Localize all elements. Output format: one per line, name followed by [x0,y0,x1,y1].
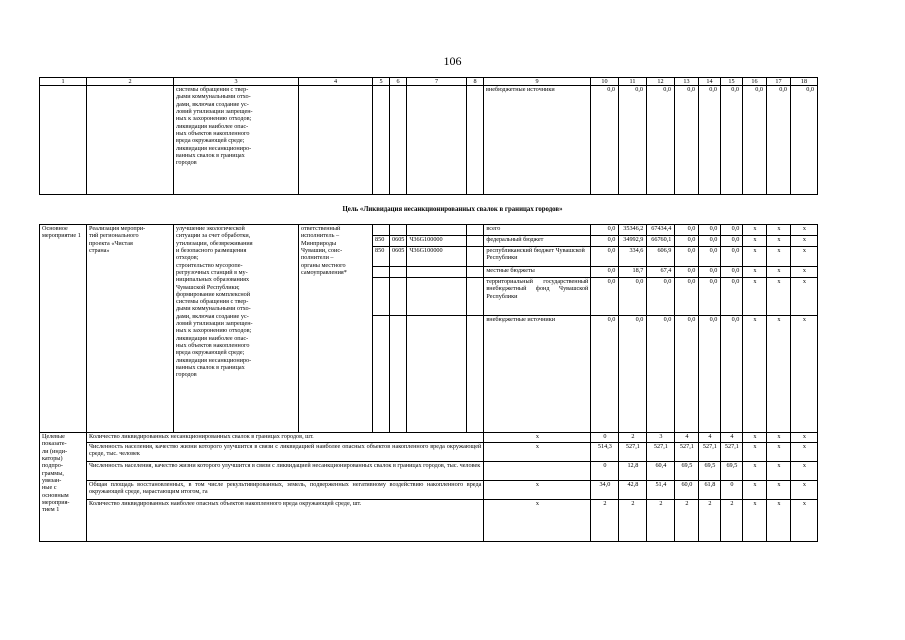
continuation-table [39,77,818,195]
value-cell: 0,0 [675,86,699,195]
page-number: 106 [443,54,462,68]
header-cell: 10 [591,78,619,86]
funding-source: республиканский бюджет Чувашской Республики [484,247,591,267]
header-cell: 13 [675,78,699,86]
table-row: 850 0605 Ч36G100000 федеральный бюджет 0,0 34992,9 66760,1 0,0 0,0 0,0 x x x [40,236,818,247]
header-cell: 14 [699,78,721,86]
value-cell: 0,0 [591,86,619,195]
activity-description: системы обращения с твер- дыми коммунальными отхо- дами, включая создание ус- ловий утилизации запрещен- ных к захоронению отходов; ликвидация наиболее опас- ных объектов накопленного вреда окружающей среде; ликвидация несанкциониро- ванных свалок в границах городов [174,86,299,195]
header-cell: 3 [174,78,299,86]
target-row: Численность населения, качество жизни которого улучшится в связи с ликвидацией наиболее опасных объектов накопленного вреда окружающей среде, тыс. человек x 514,3 527,1 527,1 527,1 527,1 527,1 x x x [40,443,818,462]
header-row [40,78,818,86]
header-cell: 18 [791,78,818,86]
header-cell: 2 [87,78,174,86]
header-cell: 5 [373,78,390,86]
header-cell: 1 [40,78,87,86]
header-cell: 16 [743,78,767,86]
funding-source: всего [484,225,591,236]
targets-label: Целевые показате- ли (инди- каторы) подпро- граммы, увязан- ные с основным мероприя- тием 1 [40,433,87,542]
header-cell: 17 [767,78,791,86]
header-cell: 8 [467,78,484,86]
table-row [40,86,818,195]
main-activity-table [39,224,818,542]
target-row: Целевые показате- ли (инди- каторы) подпро- граммы, увязан- ные с основным мероприя- тием 1 Количество ликвидированных несанкционированных свалок в границах городов, шт. x 0 2 3 4 4 4 x x x [40,433,818,443]
indicator-text: Общая площадь восстановленных, в том числе рекультивированных, земель, подверженных негативному воздействию накопленного вреда окружающей среде, нарастающим итогом, га [87,481,484,500]
activity-name: Реализация меропри- тий регионального проекта «Чистая страна» [87,225,174,433]
funding-source: территориальный государственный внебюджетный фонд Чувашской Республики [484,278,591,316]
indicator-text: Количество ликвидированных наиболее опасных объектов накопленного вреда окружающей среде, шт. [87,500,484,542]
activity-code: Основное мероприятие 1 [40,225,87,433]
indicator-text: Численность населения, качество жизни которого улучшится в связи с ликвидацией наиболее опасных объектов накопленного вреда окружающей среде, тыс. человек [87,443,484,462]
table-row: 850 0605 Ч36G100000 республиканский бюджет Чувашской Республики 0,0 334,6 606,9 0,0 0,0 0,0 x x x [40,247,818,267]
responsible-executor: ответственный исполнитель – Минприроды Чувашии, соис- полнители – органы местного самоуправления* [299,225,373,433]
header-cell: 15 [721,78,743,86]
value-cell: 0,0 [791,86,818,195]
indicator-text: Количество ликвидированных несанкционированных свалок в границах городов, шт. [87,433,484,443]
indicator-text: Численность населения, качество жизни которого улучшится в связи с ликвидацией несанкционированных свалок в границах городов, тыс. человек [87,462,484,481]
value-cell: 0,0 [647,86,675,195]
target-row: Общая площадь восстановленных, в том числе рекультивированных, земель, подверженных негативному воздействию накопленного вреда окружающей среде, нарастающим итогом, га x 34,0 42,8 51,4 60,0 61,8 0 x x x [40,481,818,500]
value-cell: 0,0 [699,86,721,195]
funding-source: внебюджетные источники [484,86,591,195]
value-cell: 0,0 [619,86,647,195]
header-cell: 9 [484,78,591,86]
header-cell: 12 [647,78,675,86]
funding-source: внебюджетные источники [484,316,591,433]
value-cell: 0,0 [743,86,767,195]
value-cell: 0,0 [721,86,743,195]
table-row: внебюджетные источники 0,0 0,0 0,0 0,0 0,0 0,0 x x x [40,316,818,433]
funding-source: федеральный бюджет [484,236,591,247]
header-cell: 4 [299,78,373,86]
target-row: Численность населения, качество жизни которого улучшится в связи с ликвидацией несанкционированных свалок в границах городов, тыс. человек 0 12,8 60,4 69,5 69,5 69,5 x x x [40,462,818,481]
table-row: местные бюджеты 0,0 18,7 67,4 0,0 0,0 0,0 x x x [40,267,818,278]
activity-description: улучшение экологической ситуации за счет обработки, утилизации, обезвреживания и безопасного размещения отходов; строительство мусоропе- регрузочных станций в му- ниципальных образованиях Чувашской Республики; формирование комплексной системы обращения с твер- дыми коммунальными отхо- дами, включая создание ус- ловий утилизации запрещен- ных к захоронению отходов; ликвидация наиболее опас- ных объектов накопленного вреда окружающей среде; ликвидация несанкциониро- ванных свалок в границах городов [174,225,299,433]
funding-source: местные бюджеты [484,267,591,278]
header-cell: 11 [619,78,647,86]
table-row: Основное мероприятие 1 Реализация меропри- тий регионального проекта «Чистая страна» улучшение экологической ситуации за счет обработки, утилизации, обезвреживания и безопасного размещения отходов; строительство мусоропе- регрузочных станций в му- ниципальных образованиях Чувашской Республики; формирование комплексной системы обращения с твер- дыми коммунальными отхо- дами, включая создание ус- ловий утилизации запрещен- ных к захоронению отходов; ликвидация наиболее опас- ных объектов накопленного вреда окружающей среде; ликвидация несанкциониро- ванных свалок в границах городов ответственный исполнитель – Минприроды Чувашии, соис- полнители – органы местного самоуправления* всего 0,0 35346,2 67434,4 0,0 0,0 0,0 x x x [40,225,818,236]
goal-title: Цель «Ликвидация несанкционированных свалок в границах городов» [342,206,563,213]
value-cell: 0,0 [767,86,791,195]
target-row: Количество ликвидированных наиболее опасных объектов накопленного вреда окружающей среде, шт. x 2 2 2 2 2 2 x x x [40,500,818,542]
table-row: территориальный государственный внебюджетный фонд Чувашской Республики 0,0 0,0 0,0 0,0 0,0 0,0 x x x [40,278,818,316]
header-cell: 7 [407,78,467,86]
header-cell: 6 [390,78,407,86]
